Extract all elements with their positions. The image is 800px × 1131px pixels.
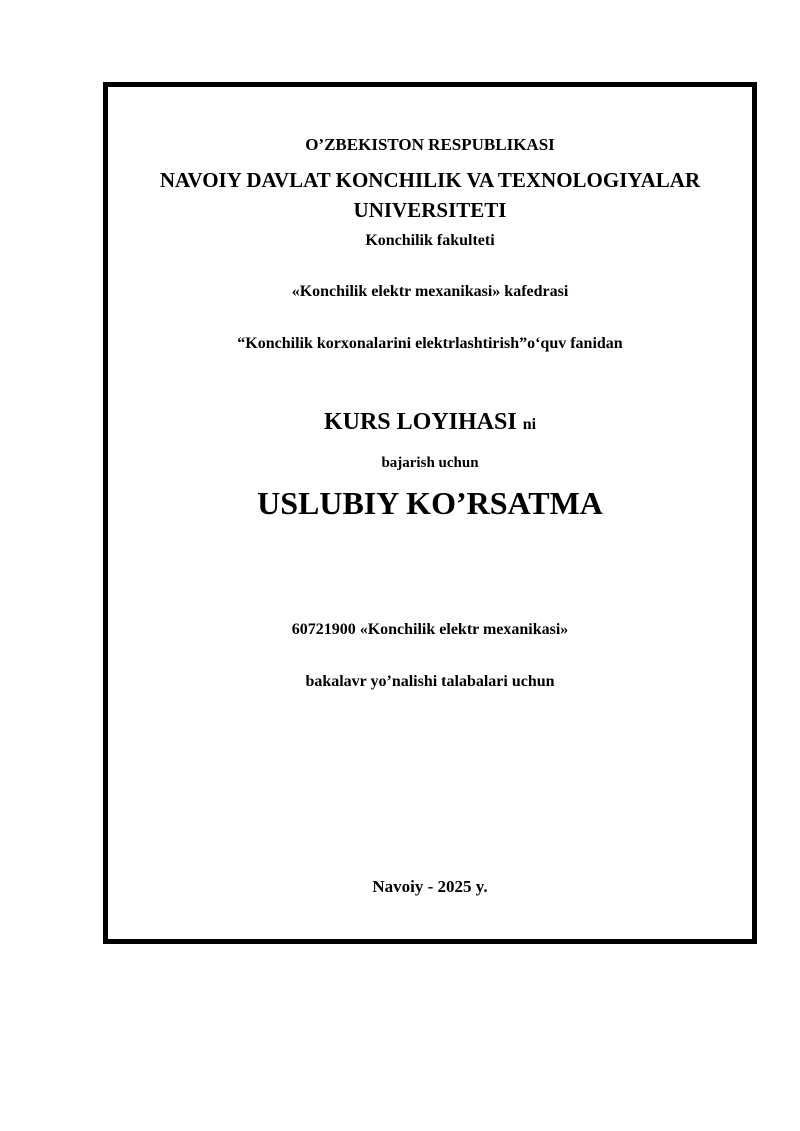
university-name: NAVOIY DAVLAT KONCHILIK VA TEXNOLOGIYALAR UNIVERSITETI <box>159 168 701 222</box>
department-name: «Konchilik elektr mexanikasi» kafedrasi <box>291 283 569 300</box>
city-year: Navoiy - 2025 y. <box>372 877 488 896</box>
title-page-frame <box>103 82 757 944</box>
faculty-name: Konchilik fakulteti <box>365 232 495 249</box>
document-type <box>108 409 752 436</box>
republic-heading: O’ZBEKISTON RESPUBLIKASI <box>305 135 555 154</box>
document-type-label: KURS LOYIHASI <box>323 409 517 435</box>
program-name: 60721900 «Konchilik elektr mexanikasi» <box>291 621 569 638</box>
document-type-suffix: ni <box>522 416 537 433</box>
subject-name: “Konchilik korxonalarini elektrlashtirish”o‘quv fanidan <box>237 335 623 352</box>
document-purpose: bajarish uchun <box>381 455 479 471</box>
document-title: USLUBIY KO’RSATMA <box>257 485 603 521</box>
audience-level: bakalavr yo’nalishi talabalari uchun <box>305 673 555 690</box>
